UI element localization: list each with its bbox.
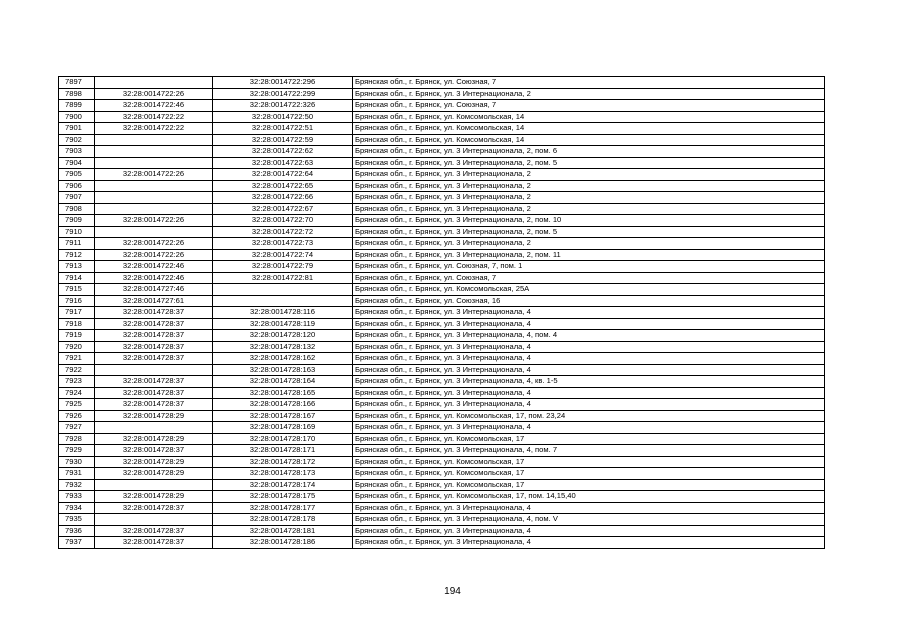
table-row — [59, 445, 825, 457]
page-number: 194 — [444, 586, 461, 597]
cadastral-number-cell: 32:28:0014728:162 — [213, 353, 353, 365]
table-row — [59, 261, 825, 273]
row-number-cell: 7899 — [59, 100, 95, 112]
row-number-cell: 7904 — [59, 157, 95, 169]
address-cell: Брянская обл., г. Брянск, ул. Союзная, 7, пом. 1 — [353, 261, 825, 273]
table-row — [59, 341, 825, 353]
row-number-cell: 7897 — [59, 77, 95, 89]
row-number-cell: 7903 — [59, 146, 95, 158]
row-number-cell: 7909 — [59, 215, 95, 227]
cadastral-number-cell: 32:28:0014728:178 — [213, 514, 353, 526]
land-parcel-number-cell — [95, 364, 213, 376]
cadastral-number-cell: 32:28:0014722:51 — [213, 123, 353, 135]
land-parcel-number-cell: 32:28:0014722:26 — [95, 215, 213, 227]
table-row — [59, 502, 825, 514]
table-row — [59, 491, 825, 503]
land-parcel-number-cell: 32:28:0014728:37 — [95, 537, 213, 549]
table-row — [59, 215, 825, 227]
table-row — [59, 123, 825, 135]
row-number-cell: 7934 — [59, 502, 95, 514]
address-cell: Брянская обл., г. Брянск, ул. Комсомольская, 17 — [353, 468, 825, 480]
land-parcel-number-cell: 32:28:0014728:37 — [95, 307, 213, 319]
table-row — [59, 111, 825, 123]
land-parcel-number-cell: 32:28:0014728:29 — [95, 410, 213, 422]
row-number-cell: 7912 — [59, 249, 95, 261]
table-row — [59, 330, 825, 342]
address-cell: Брянская обл., г. Брянск, ул. 3 Интернационала, 4 — [353, 502, 825, 514]
table-row — [59, 433, 825, 445]
land-parcel-number-cell — [95, 422, 213, 434]
cadastral-number-cell: 32:28:0014728:119 — [213, 318, 353, 330]
land-parcel-number-cell: 32:28:0014722:22 — [95, 111, 213, 123]
row-number-cell: 7906 — [59, 180, 95, 192]
table-row — [59, 238, 825, 250]
cadastral-number-cell: 32:28:0014728:177 — [213, 502, 353, 514]
row-number-cell: 7933 — [59, 491, 95, 503]
cadastral-number-cell: 32:28:0014722:296 — [213, 77, 353, 89]
address-cell: Брянская обл., г. Брянск, ул. 3 Интернационала, 4 — [353, 387, 825, 399]
row-number-cell: 7915 — [59, 284, 95, 296]
table-row — [59, 307, 825, 319]
cadastral-number-cell: 32:28:0014722:299 — [213, 88, 353, 100]
table-row — [59, 272, 825, 284]
cadastral-number-cell: 32:28:0014722:72 — [213, 226, 353, 238]
row-number-cell: 7910 — [59, 226, 95, 238]
row-number-cell: 7900 — [59, 111, 95, 123]
table-row — [59, 203, 825, 215]
cadastral-number-cell: 32:28:0014728:116 — [213, 307, 353, 319]
cadastral-number-cell: 32:28:0014728:163 — [213, 364, 353, 376]
cadastral-number-cell: 32:28:0014722:59 — [213, 134, 353, 146]
row-number-cell: 7916 — [59, 295, 95, 307]
cadastral-number-cell: 32:28:0014722:64 — [213, 169, 353, 181]
land-parcel-number-cell — [95, 77, 213, 89]
cadastral-number-cell: 32:28:0014728:167 — [213, 410, 353, 422]
address-cell: Брянская обл., г. Брянск, ул. Комсомольская, 14 — [353, 123, 825, 135]
address-cell: Брянская обл., г. Брянск, ул. 3 Интернационала, 4, пом. 7 — [353, 445, 825, 457]
row-number-cell: 7901 — [59, 123, 95, 135]
row-number-cell: 7898 — [59, 88, 95, 100]
cadastral-number-cell: 32:28:0014728:181 — [213, 525, 353, 537]
cadastral-number-cell — [213, 284, 353, 296]
row-number-cell: 7905 — [59, 169, 95, 181]
row-number-cell: 7908 — [59, 203, 95, 215]
row-number-cell: 7918 — [59, 318, 95, 330]
row-number-cell: 7902 — [59, 134, 95, 146]
land-parcel-number-cell: 32:28:0014728:37 — [95, 376, 213, 388]
cadastral-number-cell: 32:28:0014728:174 — [213, 479, 353, 491]
address-cell: Брянская обл., г. Брянск, ул. 3 Интернационала, 4, кв. 1-5 — [353, 376, 825, 388]
registry-table-body — [59, 77, 825, 549]
cadastral-number-cell: 32:28:0014728:165 — [213, 387, 353, 399]
row-number-cell: 7917 — [59, 307, 95, 319]
address-cell: Брянская обл., г. Брянск, ул. Союзная, 7 — [353, 272, 825, 284]
land-parcel-number-cell: 32:28:0014728:29 — [95, 468, 213, 480]
cadastral-number-cell: 32:28:0014728:170 — [213, 433, 353, 445]
land-parcel-number-cell — [95, 134, 213, 146]
land-parcel-number-cell: 32:28:0014728:37 — [95, 399, 213, 411]
land-parcel-number-cell: 32:28:0014728:37 — [95, 330, 213, 342]
address-cell: Брянская обл., г. Брянск, ул. Союзная, 7 — [353, 100, 825, 112]
row-number-cell: 7913 — [59, 261, 95, 273]
land-parcel-number-cell: 32:28:0014728:37 — [95, 502, 213, 514]
address-cell: Брянская обл., г. Брянск, ул. Союзная, 16 — [353, 295, 825, 307]
land-parcel-number-cell: 32:28:0014722:26 — [95, 249, 213, 261]
land-parcel-number-cell — [95, 514, 213, 526]
land-parcel-number-cell — [95, 226, 213, 238]
cadastral-number-cell: 32:28:0014722:65 — [213, 180, 353, 192]
cadastral-number-cell: 32:28:0014722:66 — [213, 192, 353, 204]
row-number-cell: 7923 — [59, 376, 95, 388]
table-row — [59, 295, 825, 307]
land-parcel-number-cell: 32:28:0014727:46 — [95, 284, 213, 296]
row-number-cell: 7930 — [59, 456, 95, 468]
land-parcel-number-cell: 32:28:0014728:37 — [95, 341, 213, 353]
address-cell: Брянская обл., г. Брянск, ул. 3 Интернационала, 2 — [353, 88, 825, 100]
row-number-cell: 7914 — [59, 272, 95, 284]
land-parcel-number-cell: 32:28:0014728:29 — [95, 433, 213, 445]
row-number-cell: 7936 — [59, 525, 95, 537]
cadastral-number-cell — [213, 295, 353, 307]
row-number-cell: 7925 — [59, 399, 95, 411]
table-row — [59, 146, 825, 158]
cadastral-number-cell: 32:28:0014728:120 — [213, 330, 353, 342]
address-cell: Брянская обл., г. Брянск, ул. 3 Интернационала, 2 — [353, 180, 825, 192]
table-row — [59, 157, 825, 169]
land-parcel-number-cell — [95, 146, 213, 158]
table-row — [59, 169, 825, 181]
row-number-cell: 7919 — [59, 330, 95, 342]
registry-table — [58, 76, 825, 549]
address-cell: Брянская обл., г. Брянск, ул. 3 Интернационала, 2, пом. 5 — [353, 226, 825, 238]
cadastral-number-cell: 32:28:0014728:173 — [213, 468, 353, 480]
address-cell: Брянская обл., г. Брянск, ул. 3 Интернационала, 2 — [353, 238, 825, 250]
land-parcel-number-cell: 32:28:0014728:37 — [95, 318, 213, 330]
row-number-cell: 7921 — [59, 353, 95, 365]
address-cell: Брянская обл., г. Брянск, ул. Комсомольская, 17, пом. 23,24 — [353, 410, 825, 422]
land-parcel-number-cell — [95, 192, 213, 204]
land-parcel-number-cell: 32:28:0014722:46 — [95, 261, 213, 273]
address-cell: Брянская обл., г. Брянск, ул. 3 Интернационала, 2 — [353, 192, 825, 204]
land-parcel-number-cell: 32:28:0014728:29 — [95, 491, 213, 503]
land-parcel-number-cell: 32:28:0014722:26 — [95, 169, 213, 181]
table-row — [59, 399, 825, 411]
cadastral-number-cell: 32:28:0014722:62 — [213, 146, 353, 158]
address-cell: Брянская обл., г. Брянск, ул. 3 Интернационала, 2, пом. 5 — [353, 157, 825, 169]
address-cell: Брянская обл., г. Брянск, ул. 3 Интернационала, 2, пом. 11 — [353, 249, 825, 261]
land-parcel-number-cell: 32:28:0014727:61 — [95, 295, 213, 307]
address-cell: Брянская обл., г. Брянск, ул. 3 Интернационала, 4, пом. 4 — [353, 330, 825, 342]
cadastral-number-cell: 32:28:0014722:63 — [213, 157, 353, 169]
row-number-cell: 7932 — [59, 479, 95, 491]
row-number-cell: 7926 — [59, 410, 95, 422]
row-number-cell: 7924 — [59, 387, 95, 399]
address-cell: Брянская обл., г. Брянск, ул. 3 Интернационала, 4, пом. V — [353, 514, 825, 526]
address-cell: Брянская обл., г. Брянск, ул. 3 Интернационала, 4 — [353, 525, 825, 537]
cadastral-number-cell: 32:28:0014722:73 — [213, 238, 353, 250]
address-cell: Брянская обл., г. Брянск, ул. Союзная, 7 — [353, 77, 825, 89]
cadastral-number-cell: 32:28:0014722:79 — [213, 261, 353, 273]
land-parcel-number-cell: 32:28:0014728:37 — [95, 353, 213, 365]
cadastral-number-cell: 32:28:0014728:171 — [213, 445, 353, 457]
table-row — [59, 514, 825, 526]
address-cell: Брянская обл., г. Брянск, ул. Комсомольская, 17 — [353, 456, 825, 468]
table-row — [59, 456, 825, 468]
address-cell: Брянская обл., г. Брянск, ул. Комсомольская, 17 — [353, 479, 825, 491]
land-parcel-number-cell: 32:28:0014722:26 — [95, 238, 213, 250]
land-parcel-number-cell: 32:28:0014722:26 — [95, 88, 213, 100]
cadastral-number-cell: 32:28:0014722:81 — [213, 272, 353, 284]
land-parcel-number-cell: 32:28:0014728:29 — [95, 456, 213, 468]
cadastral-number-cell: 32:28:0014728:169 — [213, 422, 353, 434]
address-cell: Брянская обл., г. Брянск, ул. 3 Интернационала, 4 — [353, 307, 825, 319]
row-number-cell: 7911 — [59, 238, 95, 250]
row-number-cell: 7931 — [59, 468, 95, 480]
table-row — [59, 479, 825, 491]
row-number-cell: 7935 — [59, 514, 95, 526]
table-row — [59, 192, 825, 204]
address-cell: Брянская обл., г. Брянск, ул. 3 Интернационала, 4 — [353, 341, 825, 353]
address-cell: Брянская обл., г. Брянск, ул. Комсомольская, 14 — [353, 111, 825, 123]
table-row — [59, 387, 825, 399]
land-parcel-number-cell — [95, 180, 213, 192]
address-cell: Брянская обл., г. Брянск, ул. Комсомольская, 25А — [353, 284, 825, 296]
cadastral-number-cell: 32:28:0014722:74 — [213, 249, 353, 261]
address-cell: Брянская обл., г. Брянск, ул. 3 Интернационала, 4 — [353, 318, 825, 330]
address-cell: Брянская обл., г. Брянск, ул. 3 Интернационала, 2 — [353, 169, 825, 181]
land-parcel-number-cell: 32:28:0014722:22 — [95, 123, 213, 135]
table-row — [59, 525, 825, 537]
cadastral-number-cell: 32:28:0014722:326 — [213, 100, 353, 112]
cadastral-number-cell: 32:28:0014722:70 — [213, 215, 353, 227]
table-row — [59, 180, 825, 192]
row-number-cell: 7937 — [59, 537, 95, 549]
land-parcel-number-cell: 32:28:0014728:37 — [95, 387, 213, 399]
cadastral-number-cell: 32:28:0014722:67 — [213, 203, 353, 215]
table-row — [59, 284, 825, 296]
table-row — [59, 318, 825, 330]
row-number-cell: 7907 — [59, 192, 95, 204]
cadastral-number-cell: 32:28:0014728:186 — [213, 537, 353, 549]
land-parcel-number-cell — [95, 203, 213, 215]
address-cell: Брянская обл., г. Брянск, ул. Комсомольская, 17, пом. 14,15,40 — [353, 491, 825, 503]
address-cell: Брянская обл., г. Брянск, ул. 3 Интернационала, 2, пом. 10 — [353, 215, 825, 227]
address-cell: Брянская обл., г. Брянск, ул. 3 Интернационала, 4 — [353, 537, 825, 549]
table-row — [59, 353, 825, 365]
land-parcel-number-cell: 32:28:0014728:37 — [95, 445, 213, 457]
table-row — [59, 249, 825, 261]
cadastral-number-cell: 32:28:0014728:164 — [213, 376, 353, 388]
row-number-cell: 7927 — [59, 422, 95, 434]
address-cell: Брянская обл., г. Брянск, ул. 3 Интернационала, 4 — [353, 422, 825, 434]
table-row — [59, 88, 825, 100]
row-number-cell: 7920 — [59, 341, 95, 353]
address-cell: Брянская обл., г. Брянск, ул. 3 Интернационала, 2 — [353, 203, 825, 215]
table-row — [59, 134, 825, 146]
address-cell: Брянская обл., г. Брянск, ул. 3 Интернационала, 2, пом. 6 — [353, 146, 825, 158]
table-row — [59, 364, 825, 376]
address-cell: Брянская обл., г. Брянск, ул. Комсомольская, 17 — [353, 433, 825, 445]
table-row — [59, 226, 825, 238]
land-parcel-number-cell: 32:28:0014722:46 — [95, 272, 213, 284]
address-cell: Брянская обл., г. Брянск, ул. Комсомольская, 14 — [353, 134, 825, 146]
address-cell: Брянская обл., г. Брянск, ул. 3 Интернационала, 4 — [353, 399, 825, 411]
table-row — [59, 376, 825, 388]
land-parcel-number-cell: 32:28:0014728:37 — [95, 525, 213, 537]
cadastral-number-cell: 32:28:0014728:172 — [213, 456, 353, 468]
cadastral-number-cell: 32:28:0014728:166 — [213, 399, 353, 411]
table-row — [59, 468, 825, 480]
address-cell: Брянская обл., г. Брянск, ул. 3 Интернационала, 4 — [353, 364, 825, 376]
table-row — [59, 77, 825, 89]
address-cell: Брянская обл., г. Брянск, ул. 3 Интернационала, 4 — [353, 353, 825, 365]
cadastral-number-cell: 32:28:0014728:175 — [213, 491, 353, 503]
land-parcel-number-cell — [95, 157, 213, 169]
table-row — [59, 100, 825, 112]
land-parcel-number-cell — [95, 479, 213, 491]
row-number-cell: 7929 — [59, 445, 95, 457]
row-number-cell: 7922 — [59, 364, 95, 376]
cadastral-number-cell: 32:28:0014728:132 — [213, 341, 353, 353]
table-row — [59, 410, 825, 422]
table-row — [59, 537, 825, 549]
cadastral-number-cell: 32:28:0014722:50 — [213, 111, 353, 123]
land-parcel-number-cell: 32:28:0014722:46 — [95, 100, 213, 112]
table-row — [59, 422, 825, 434]
row-number-cell: 7928 — [59, 433, 95, 445]
